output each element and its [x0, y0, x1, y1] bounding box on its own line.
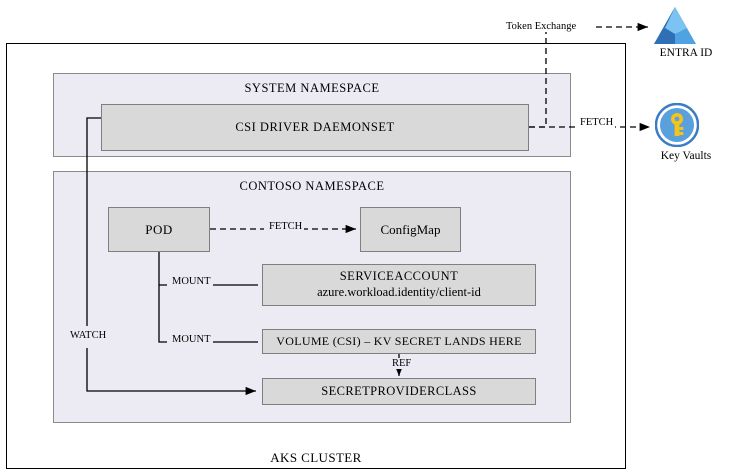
- edge-label-watch: WATCH: [70, 330, 107, 341]
- pod-node: POD: [108, 207, 210, 252]
- contoso-namespace-label: CONTOSO NAMESPACE: [239, 178, 385, 193]
- system-namespace-label: SYSTEM NAMESPACE: [244, 80, 380, 95]
- configmap-node: ConfigMap: [360, 207, 461, 252]
- entra-id-caption: ENTRA ID: [659, 47, 713, 59]
- edge-label-token-exchange: Token Exchange: [506, 21, 577, 32]
- serviceaccount-node: [262, 264, 536, 306]
- csi-driver-daemonset-node: CSI DRIVER DAEMONSET: [101, 104, 529, 151]
- edge-label-mount-volume: MOUNT: [172, 334, 211, 345]
- edge-label-fetch-keyvault: FETCH: [580, 117, 614, 128]
- key-vault-caption: Key Vaults: [660, 150, 712, 162]
- serviceaccount-title: SERVICEACCOUNT: [339, 269, 459, 284]
- key-vault-icon: [655, 103, 699, 147]
- serviceaccount-annotation: azure.workload.identity/client-id: [317, 285, 481, 299]
- edge-label-fetch-configmap: FETCH: [269, 221, 303, 232]
- volume-csi-node: VOLUME (CSI) – KV SECRET LANDS HERE: [262, 329, 536, 354]
- entra-id-icon: [653, 6, 697, 46]
- secretproviderclass-node: SECRETPROVIDERCLASS: [262, 378, 536, 405]
- edge-label-ref: REF: [392, 358, 412, 369]
- edge-label-mount-serviceaccount: MOUNT: [172, 276, 211, 287]
- aks-cluster-label: AKS CLUSTER: [270, 450, 362, 465]
